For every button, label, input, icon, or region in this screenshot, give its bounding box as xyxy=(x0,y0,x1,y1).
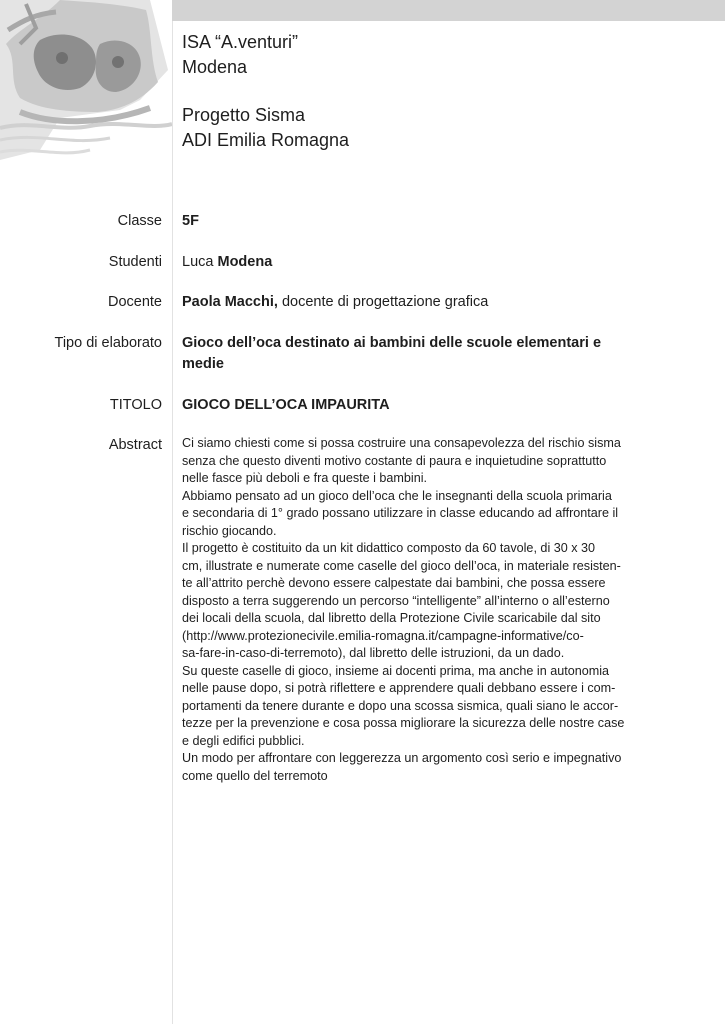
tipo-label: Tipo di elaborato xyxy=(54,335,162,351)
abstract-line: nelle pause dopo, si potrà riflettere e apprendere quali debbano essere i com- xyxy=(182,681,616,695)
project-name: Progetto Sisma xyxy=(182,105,306,125)
studenti-value xyxy=(182,252,642,273)
school-name: ISA “A.venturi” xyxy=(182,32,299,52)
vertical-divider xyxy=(172,21,173,1024)
abstract-line: nelle fasce più deboli e fra queste i bambini. xyxy=(182,471,428,485)
studenti-label: Studenti xyxy=(108,254,162,270)
abstract-line: portamenti da tenere durante e dopo una scossa sismica, quali siano le accor- xyxy=(182,698,619,713)
abstract-label: Abstract xyxy=(108,437,162,453)
abstract-line: Abbiamo pensato ad un gioco dell’oca che le insegnanti della scuola primaria xyxy=(182,488,612,503)
abstract-line: come quello del terremoto xyxy=(182,768,328,783)
docente-value xyxy=(182,292,642,313)
abstract-line: Su queste caselle di gioco, insieme ai docenti prima, ma anche in autonomia xyxy=(182,663,610,678)
abstract-text xyxy=(182,435,672,785)
titolo-label: TITOLO xyxy=(109,397,162,413)
abstract-line: tezze per la prevenzione e cosa possa migliorare la sicurezza delle nostre case xyxy=(182,716,625,730)
school-city: Modena xyxy=(182,56,248,77)
docente-name: Paola Macchi, xyxy=(182,294,278,310)
classe-label: Classe xyxy=(117,213,162,229)
project-organization: ADI Emilia Romagna xyxy=(182,129,350,150)
abstract-line: e secondaria di 1° grado possano utilizzare in classe educando ad affrontare il xyxy=(182,506,619,520)
student-first-name: Luca xyxy=(182,254,214,270)
abstract-line: Il progetto è costituito da un kit didattico composto da 60 tavole, di 30 x 30 xyxy=(182,541,596,555)
abstract-line: cm, illustrate e numerate come caselle del gioco dell’oca, in materiale resisten- xyxy=(182,558,621,573)
abstract-line: e degli edifici pubblici. xyxy=(182,733,305,748)
titolo-value: GIOCO DELL’OCA IMPAURITA xyxy=(182,397,390,413)
student-last-name: Modena xyxy=(217,254,273,270)
abstract-line: Ci siamo chiesti come si possa costruire una consapevolezza del rischio sisma xyxy=(182,436,621,450)
abstract-line: senza che questo diventi motivo costante di paura e inquietudine soprattutto xyxy=(182,453,607,468)
classe-value: 5F xyxy=(182,213,199,229)
abstract-line: dei locali della scuola, dal libretto della Protezione Civile scaricabile dal sito xyxy=(182,611,601,625)
abstract-line: rischio giocando. xyxy=(182,523,277,538)
docente-role: docente di progettazione grafica xyxy=(281,294,489,310)
tipo-value: Gioco dell’oca destinato ai bambini delle scuole elementari e medie xyxy=(182,335,602,372)
school-emblem-image xyxy=(0,0,172,165)
abstract-line: Un modo per affrontare con leggerezza un argomento così serio e impegnativo xyxy=(182,751,622,765)
abstract-line: sa-fare-in-caso-di-terremoto), dal libretto delle istruzioni, da un dado. xyxy=(182,646,565,660)
abstract-line: (http://www.protezionecivile.emilia-romagna.it/campagne-informative/co- xyxy=(182,628,584,643)
abstract-line: disposto a terra suggerendo un percorso “intelligente” all’interno o all’esterno xyxy=(182,593,610,608)
docente-label: Docente xyxy=(107,294,162,310)
abstract-line: te all’attrito perchè devono essere calpestate dai bambini, che possa essere xyxy=(182,576,606,590)
header-block xyxy=(182,30,702,152)
